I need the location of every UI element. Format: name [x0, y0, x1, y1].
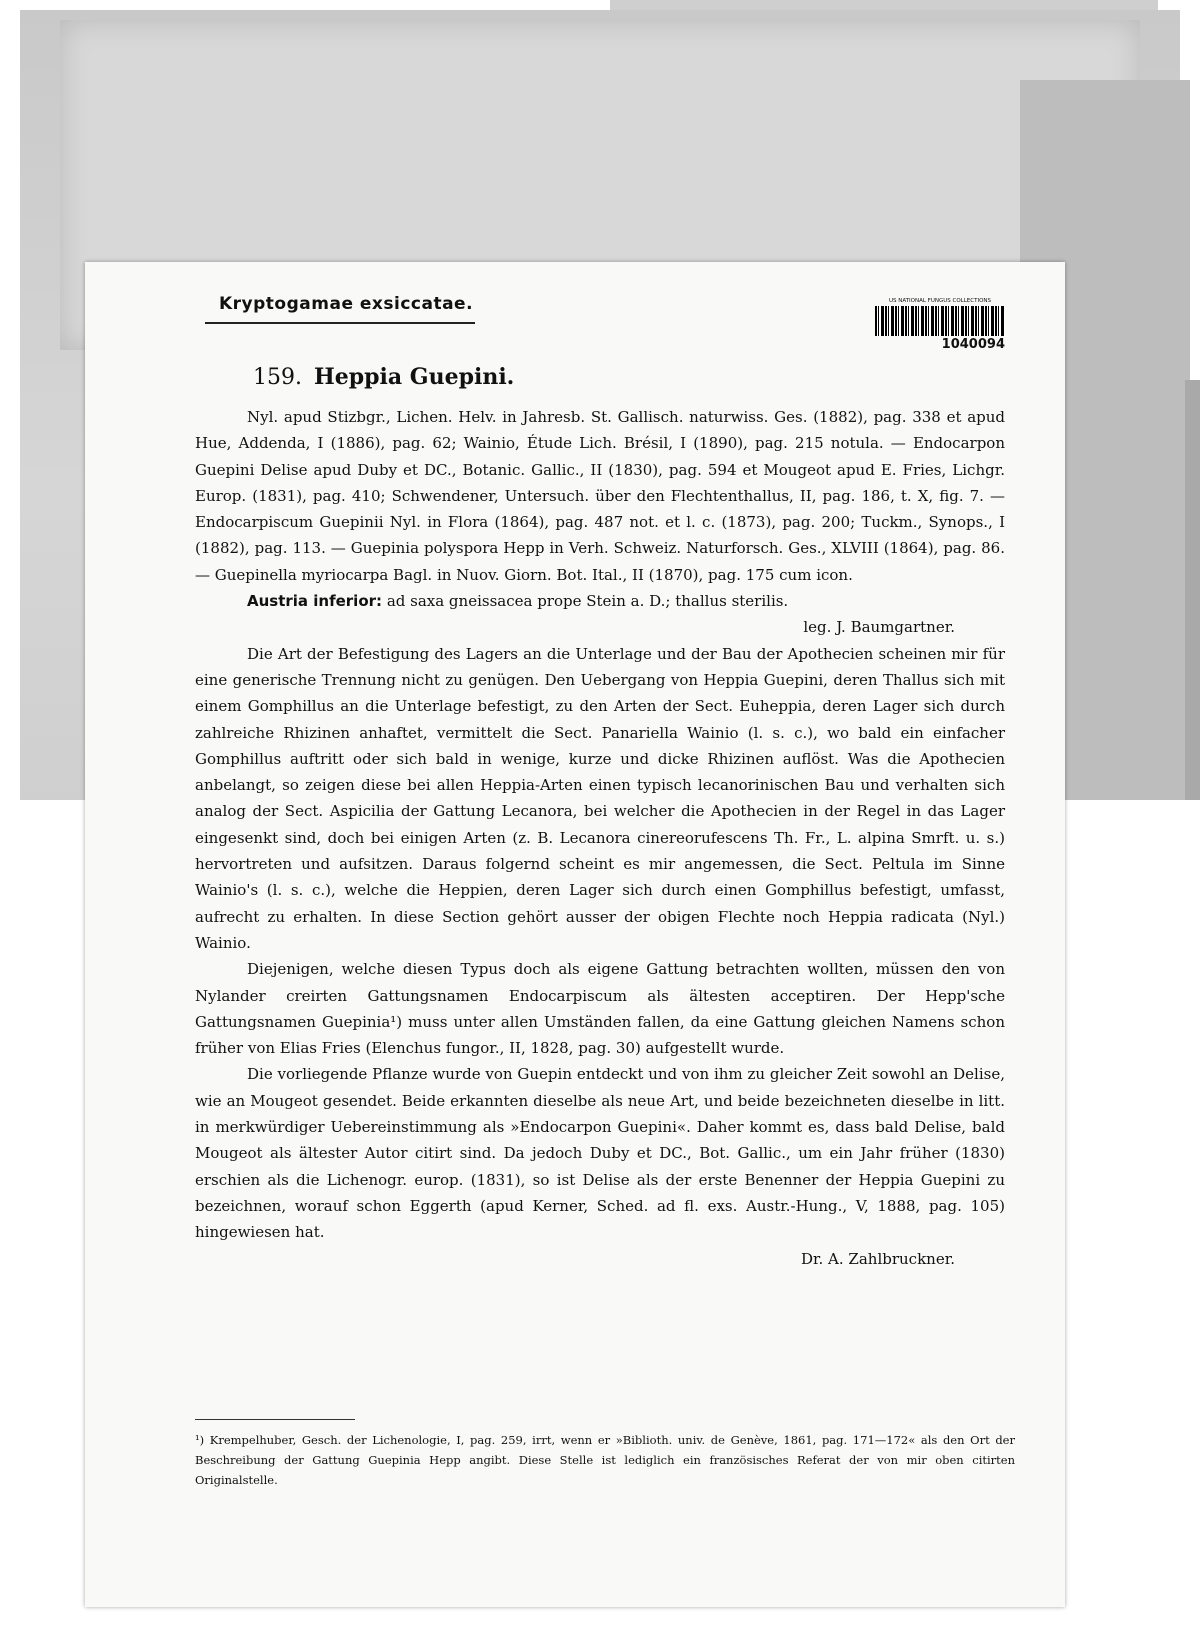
collector-line: leg. J. Baumgartner.	[803, 618, 955, 637]
background-edge	[1185, 380, 1200, 800]
barcode-caption: US NATIONAL FUNGUS COLLECTIONS	[888, 298, 992, 304]
title-underline	[205, 322, 475, 324]
locality-text: ad saxa gneissacea prope Stein a. D.; thallus sterilis.	[386, 592, 789, 611]
locality-line	[195, 588, 1005, 614]
synonymy-paragraph: Nyl. apud Stizbgr., Lichen. Helv. in Jahresb. St. Gallisch. naturwiss. Ges. (1882), pag. 338 et apud Hue, Addenda, I (1886), pag. 62; Wainio, Étude Lich. Brésil, I (1890), pag. 215 notula. — Endocarpon Guepini Delise apud Duby et DC., Botanic. Gallic., II (1830), pag. 594 et Mougeot apud E. Fries, Lichgr. Europ. (1831), pag. 410; Schwendener, Untersuch. über den Flechtenthallus, II, pag. 186, t. X, fig. 7. — Endocarpiscum Guepinii Nyl. in Flora (1864), pag. 487 not. et l. c. (1873), pag. 200; Tuckm., Synops., I (1882), pag. 113. — Guepinia polyspora Hepp in Verh. Schweiz. Naturforsch. Ges., XLVIII (1864), pag. 86. — Guepinella myriocarpa Bagl. in Nuov. Giorn. Bot. Ital., II (1870), pag. 175 cum icon.	[195, 408, 1005, 584]
entry-title: Heppia Guepini.	[313, 364, 515, 390]
discussion-paragraph: Diejenigen, welche diesen Typus doch als eigene Gattung betrachten wollten, müssen den von Nylander creirten Gattungsnamen Endocarpiscum als ältesten acceptiren. Der Hepp'sche Gattungsnamen Guepinia¹) muss unter allen Umständen fallen, da eine Gattung gleichen Namens schon früher von Elias Fries (Elenchus fungor., II, 1828, pag. 30) aufgestellt wurde.	[195, 960, 1005, 1058]
entry-number: 159.	[253, 365, 302, 390]
author-signature: Dr. A. Zahlbruckner.	[800, 1249, 955, 1268]
label-body	[195, 404, 1005, 1272]
barcode-icon	[875, 306, 1005, 336]
locality-region: Austria inferior:	[247, 592, 383, 611]
barcode-label	[875, 298, 1005, 358]
series-title: Kryptogamae exsiccatae.	[219, 294, 474, 314]
discussion-paragraph: Die Art der Befestigung des Lagers an die Unterlage und der Bau der Apothecien scheinen mir für eine generische Trennung nicht zu genügen. Den Uebergang von Heppia Guepini, deren Thallus sich mit einem Gomphillus an die Unterlage befestigt, zu den Arten der Sect. Euheppia, deren Lager sich durch zahlreiche Rhizinen anhaftet, vermittelt die Sect. Panariella Wainio (l. s. c.), wo bald ein einfacher Gomphillus auftritt oder sich bald in wenige, kurze und dicke Rhizinen auflöst. Was die Apothecien anbelangt, so zeigen diese bei allen Heppia-Arten einen typisch lecanorinischen Bau und verhalten sich analog der Sect. Aspicilia der Gattung Lecanora, bei welcher die Apothecien in der Regel in das Lager eingesenkt sind, doch bei einigen Arten (z. B. Lecanora cinereorufescens Th. Fr., L. alpina Smrft. u. s.) hervortreten und aufsitzen. Daraus folgernd scheint es mir angemessen, die Sect. Peltula im Sinne Wainio's (l. s. c.), welche die Heppien, deren Lager sich durch einen Gomphillus befestigt, umfasst, aufrecht zu erhalten. In diese Section gehört ausser der obigen Flechte noch Heppia radicata (Nyl.) Wainio.	[195, 644, 1005, 952]
footnote-divider	[195, 1419, 355, 1420]
barcode-number: 1040094	[941, 337, 1005, 352]
discussion-paragraph: Die vorliegende Pflanze wurde von Guepin entdeckt und von ihm zu gleicher Zeit sowohl an Delise, wie an Mougeot gesendet. Beide erkannten dieselbe als neue Art, und beide bezeichneten dieselbe in litt. in merkwürdiger Uebereinstimmung als »Endocarpon Guepini«. Daher kommt es, dass bald Delise, bald Mougeot als ältester Autor citirt sind. Da jedoch Duby et DC., Bot. Gallic., um ein Jahr früher (1830) erschien als die Lichenogr. europ. (1831), so ist Delise als der erste Benenner der Heppia Guepini zu bezeichnen, worauf schon Eggerth (apud Kerner, Sched. ad fl. exs. Austr.-Hung., V, 1888, pag. 105) hingewiesen hat.	[195, 1065, 1005, 1242]
footnote: ¹) Krempelhuber, Gesch. der Lichenologie, I, pag. 259, irrt, wenn er »Biblioth. univ. de Genève, 1861, pag. 171—172« als den Ort der Beschreibung der Gattung Guepinia Hepp angibt. Diese Stelle ist lediglich ein französisches Referat der von mir oben citirten Originalstelle.	[195, 1433, 1015, 1487]
specimen-label-sheet	[85, 262, 1065, 1607]
entry-heading	[253, 364, 514, 390]
